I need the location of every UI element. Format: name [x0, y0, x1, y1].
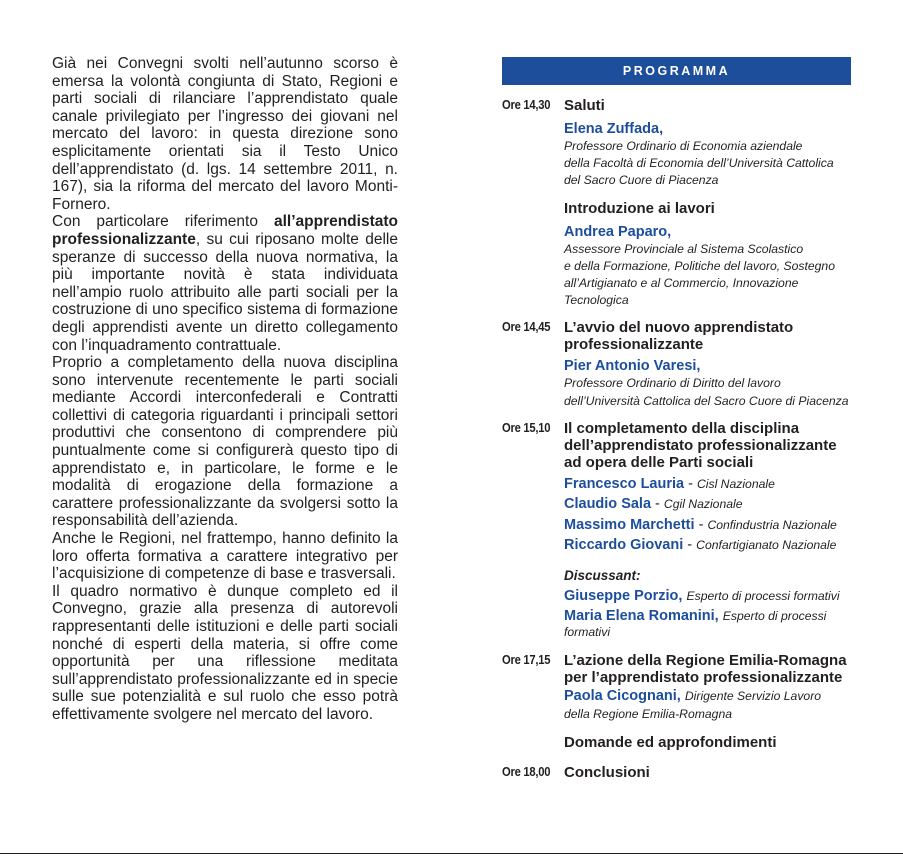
- speaker-role: [564, 241, 851, 310]
- intro-p2-bold: all’apprendistato professionalizzante: [52, 213, 398, 248]
- role-line: Professore Ordinario di Economia aziendale: [564, 139, 803, 153]
- title-line: ad opera delle Parti sociali: [564, 453, 754, 471]
- panelist-name: Francesco Lauria: [564, 475, 685, 492]
- discussant-role: Esperto di processi: [722, 609, 827, 624]
- slot-time: Ore 14,45: [502, 320, 551, 335]
- program-slot-2: [502, 319, 851, 409]
- role-line: all’Artigianato e al Commercio, Innovazione: [564, 276, 799, 291]
- slot-title: [564, 420, 851, 471]
- discussant-role: Esperto di processi formativi: [686, 588, 840, 603]
- title-line: professionalizzante: [564, 336, 704, 354]
- slot-title: Introduzione ai lavori: [564, 199, 715, 217]
- program-slot-4: [502, 652, 851, 751]
- panel-list: [564, 474, 851, 556]
- discussant-item: [564, 586, 851, 607]
- panelist-org: Cgil Nazionale: [663, 497, 743, 512]
- slot-title: Saluti: [564, 97, 605, 114]
- speaker-role-continued: della Regione Emilia-Romagna: [564, 707, 733, 722]
- discussant-name: Maria Elena Romanini,: [564, 608, 719, 625]
- role-line: del Sacro Cuore di Piacenza: [564, 173, 719, 188]
- panel-item: Massimo Marchetti - Confindustria Nazionale: [564, 516, 837, 533]
- speaker-role: [564, 375, 851, 409]
- intro-paragraph-5: Il quadro normativo è dunque completo ed il Convegno, grazie alla presenza di autorevoli rappresentanti delle istituzioni e delle parti sociali nonché di esperti della materia, si offre come opportunità per una riflessione meditata sull’apprendistato professionalizzante ed in specie sulle sue potenzialità e sul ruolo che esso potrà effettivamente svolgere nel mercato del lavoro.: [52, 582, 398, 723]
- intro-paragraph-1: Già nei Convegni svolti nell’autunno scorso è emersa la volontà congiunta di Stato, Regioni e parti sociali di rilanciare l’apprendistato quale canale privilegiato per l’ingresso dei giovani nel mercato del lavoro: in questa direzione sono esplicitamente orientati sia il Testo Unico dell’apprendistato (d. lgs. 14 settembre 2011, n. 167), sia la riforma del mercato del lavoro Monti-Fornero.: [52, 55, 398, 213]
- panel-item: Francesco Lauria - Cisl Nazionale: [564, 475, 775, 492]
- intro-text: [52, 55, 398, 724]
- role-line: dell’Università Cattolica del Sacro Cuore di Piacenza: [564, 393, 849, 408]
- program-slot-1: [502, 97, 851, 309]
- panelist-org: Confartigianato Nazionale: [696, 538, 837, 553]
- slot-time: Ore 15,10: [502, 420, 551, 435]
- panelist-org: Confindustria Nazionale: [707, 517, 837, 532]
- speaker-role: Dirigente Servizio Lavoro: [684, 689, 822, 704]
- intro-paragraph-2: [52, 213, 398, 354]
- role-line: Tecnologica: [564, 293, 629, 308]
- title-line: per l’apprendistato professionalizzante: [564, 669, 843, 687]
- slot-title: [564, 319, 851, 353]
- discussant-role-continued: formativi: [564, 624, 611, 639]
- role-line: Assessore Provinciale al Sistema Scolastico: [564, 241, 804, 256]
- speaker-line: [564, 687, 851, 706]
- title-line: L’avvio del nuovo apprendistato: [564, 319, 794, 337]
- intro-p2-start: Con particolare riferimento: [52, 213, 274, 231]
- slot-time: Ore 18,00: [502, 765, 551, 780]
- discussant-name: Giuseppe Porzio,: [564, 587, 683, 604]
- title-line: L’azione della Regione Emilia-Romagna: [564, 652, 847, 670]
- speaker-name: Pier Antonio Varesi,: [564, 358, 701, 375]
- panel-item: Claudio Sala - Cgil Nazionale: [564, 496, 743, 513]
- title-line: dell’apprendistato professionalizzante: [564, 436, 837, 454]
- speaker-role: [564, 138, 851, 190]
- speaker-name: Paola Cicognani,: [564, 688, 681, 705]
- intro-paragraph-3: Proprio a completamento della nuova disciplina sono intervenute recentemente le parti sociali mediante Accordi interconfederali e Contratti collettivi di categoria riguardanti i principali settori produttivi che consentono di comprendere più puntualmente come si configurerà questo tipo di apprendistato e, in particolare, le forme e le modalità di erogazione della formazione a carattere professionalizzante da svolgersi sotto la responsabilità dell’azienda.: [52, 354, 398, 530]
- program-banner: PROGRAMMA: [502, 57, 851, 85]
- speaker-name: Elena Zuffada,: [564, 121, 664, 137]
- panel-item: Riccardo Giovani - Confartigianato Nazionale: [564, 537, 837, 554]
- program-slot-3: [502, 420, 851, 641]
- panelist-name: Riccardo Giovani: [564, 537, 684, 554]
- page-bottom-rule: [0, 853, 903, 854]
- panelist-name: Massimo Marchetti: [564, 516, 695, 533]
- panelist-name: Claudio Sala: [564, 496, 652, 513]
- panelist-org: Cisl Nazionale: [696, 476, 775, 491]
- slot-time: Ore 14,30: [502, 98, 551, 112]
- role-line: e della Formazione, Politiche del lavoro, Sostegno: [564, 258, 835, 273]
- slot-title: [564, 652, 851, 686]
- program-column: [502, 57, 851, 781]
- role-line: Professore Ordinario di Diritto del lavoro: [564, 376, 781, 391]
- slot-title: Conclusioni: [564, 764, 650, 782]
- speaker-name: Andrea Paparo,: [564, 223, 672, 240]
- program-slot-5: [502, 764, 851, 781]
- discussant-label: Discussant:: [564, 567, 641, 583]
- title-line: Il completamento della disciplina: [564, 419, 800, 437]
- role-line: della Facoltà di Economia dell’Università Cattolica: [564, 156, 834, 171]
- slot-time: Ore 17,15: [502, 653, 551, 668]
- intro-paragraph-4: Anche le Regioni, nel frattempo, hanno definito la loro offerta formativa a carattere integrativo per l’acquisizione di competenze di base e trasversali.: [52, 530, 398, 583]
- intro-p2-end: , su cui riposano molte delle speranze di successo della nuova normativa, la più importante novità è stata individuata nell’ampio ruolo attribuito alle parti sociali per la costruzione di uno specifico sistema di formazione degli apprendisti avente un diretto collegamento con l’inquadramento contrattuale.: [52, 230, 398, 354]
- slot-title: Domande ed approfondimenti: [564, 734, 777, 752]
